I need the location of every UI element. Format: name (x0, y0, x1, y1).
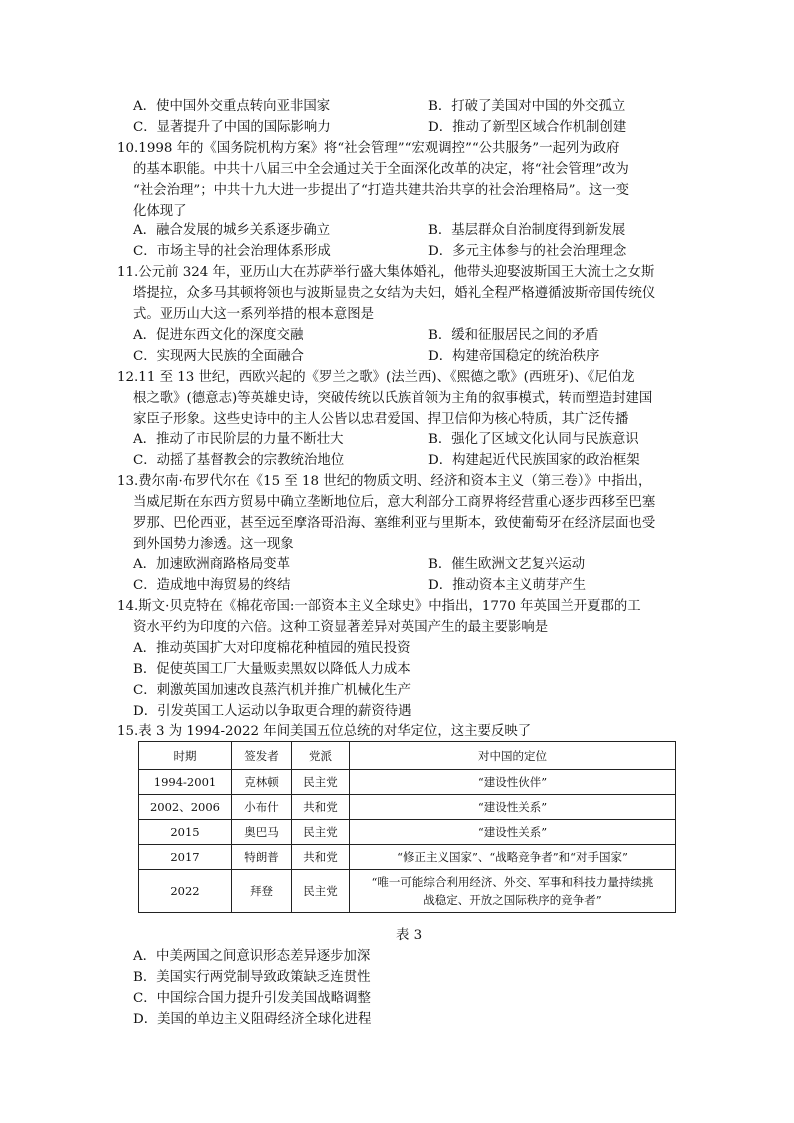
q13-option-d: D．推动资本主义萌芽产生 (428, 578, 587, 593)
q9-option-c: C．显著提升了中国的国际影响力 (133, 120, 331, 135)
table-header-cell: 签发者 (232, 742, 292, 770)
q15-stem: 15.表 3 为 1994-2022 年间美国五位总统的对华定位，这主要反映了 (117, 724, 532, 739)
q12-option-a: A．推动了市民阶层的力量不断壮大 (133, 432, 344, 447)
table-cell-line: “唯一可能综合利用经济、外交、军事和科技力量持续挑 (371, 875, 654, 889)
table-row (139, 795, 676, 820)
q11-option-b: B．缓和征服居民之间的矛盾 (428, 328, 599, 343)
table-cell: 特朗普 (232, 845, 292, 870)
q9-option-a: A．使中国外交重点转向亚非国家 (133, 99, 331, 114)
q10-option-b: B．基层群众自治制度得到新发展 (428, 223, 626, 238)
table-cell: “修正主义国家”、“战略竞争者”和“对手国家” (350, 845, 676, 870)
q14-stem-line: 资水平约为印度的六倍。这种工资显著差异对英国产生的最主要影响是 (133, 620, 549, 635)
table-cell: “建设性伙伴” (350, 770, 676, 795)
table-cell: 2002、2006 (139, 795, 232, 820)
q13-option-a: A．加速欧洲商路格局变革 (133, 557, 290, 572)
table-cell: 奥巴马 (232, 820, 292, 845)
q10-stem-line: “社会治理”；中共十九大进一步提出了“打造共建共治共享的社会治理格局”。这一变 (133, 183, 630, 198)
q14-option-d: D．引发英国工人运动以争取更合理的薪资待遇 (133, 704, 412, 719)
table-cell-line: 战稳定、开放之国际秩序的竞争者” (423, 893, 602, 907)
table-cell: 1994-2001 (139, 770, 232, 795)
q12-option-b: B．强化了区域文化认同与民族意识 (428, 432, 639, 447)
q15-option-d: D．美国的单边主义阻碍经济全球化进程 (133, 1012, 372, 1027)
table-row (139, 770, 676, 795)
q13-option-b: B．催生欧洲文艺复兴运动 (428, 557, 586, 572)
q12-stem-line: 根之歌》(德意志)等英雄史诗，突破传统以氏族首领为主角的叙事模式，转而塑造封建国 (133, 391, 653, 406)
q13-option-c: C．造成地中海贸易的终结 (133, 578, 291, 593)
table-cell: 民主党 (292, 770, 350, 795)
q11-option-d: D．构建帝国稳定的统治秩序 (428, 349, 600, 364)
q11-option-c: C．实现两大民族的全面融合 (133, 349, 304, 364)
table-cell: 共和党 (292, 845, 350, 870)
q10-stem-line: 10.1998 年的《国务院机构方案》将“社会管理”“宏观调控”“公共服务”一起列为政府 (117, 141, 620, 156)
q14-option-b: B．促使英国工厂大量贩卖黑奴以降低人力成本 (133, 662, 411, 677)
q15-option-c: C．中国综合国力提升引发美国战略调整 (133, 991, 371, 1006)
q10-option-a: A．融合发展的城乡关系逐步确立 (133, 223, 331, 238)
q14-option-a: A．推动英国扩大对印度棉花种植园的殖民投资 (133, 641, 411, 656)
q10-option-d: D．多元主体参与的社会治理理念 (428, 244, 627, 259)
table-cell (350, 870, 676, 913)
q11-stem-line: 塔提拉，众多马其顿将领也与波斯显贵之女结为夫妇，婚礼全程严格遵循波斯帝国传统仪 (133, 286, 656, 301)
table-header-cell: 党派 (292, 742, 350, 770)
table-cell: 小布什 (232, 795, 292, 820)
table-header-cell: 对中国的定位 (350, 742, 676, 770)
q12-option-c: C．动摇了基督教会的宗教统治地位 (133, 453, 345, 468)
table-caption: 表 3 (396, 928, 423, 943)
table-cell: “建设性关系” (350, 795, 676, 820)
table-header-cell: 时期 (139, 742, 232, 770)
q12-option-d: D．构建起近代民族国家的政治框架 (428, 453, 640, 468)
table-cell: 克林顿 (232, 770, 292, 795)
q9-option-d: D．推动了新型区域合作机制创建 (428, 120, 627, 135)
q11-stem-line: 式。亚历山大这一系列举措的根本意图是 (133, 307, 375, 322)
q12-stem-line: 12.11 至 13 世纪，西欧兴起的《罗兰之歌》(法兰西)、《熙德之歌》(西班牙)、《尼伯龙 (117, 370, 635, 385)
q10-stem-line: 的基本职能。中共十八届三中全会通过关于全面深化改革的决定，将“社会管理”改为 (133, 162, 629, 177)
q15-option-b: B．美国实行两党制导致政策缺乏连贯性 (133, 970, 371, 985)
table-cell: 共和党 (292, 795, 350, 820)
q11-option-a: A．促进东西文化的深度交融 (133, 328, 304, 343)
table-header-row (139, 742, 676, 770)
table-3 (138, 741, 676, 913)
table-cell: 2015 (139, 820, 232, 845)
q12-stem-line: 家臣子形象。这些史诗中的主人公皆以忠君爱国、捍卫信仰为核心特质，其广泛传播 (133, 412, 629, 427)
table-cell: “建设性关系” (350, 820, 676, 845)
q9-option-b: B．打破了美国对中国的外交孤立 (428, 99, 626, 114)
q15-option-a: A．中美两国之间意识形态差异逐步加深 (133, 949, 371, 964)
table-row (139, 870, 676, 913)
q13-stem-line: 到外国势力渗透。这一现象 (133, 537, 294, 552)
q11-stem-line: 11.公元前 324 年，亚历山大在苏萨举行盛大集体婚礼，他带头迎娶波斯国王大流士之女斯 (117, 265, 655, 280)
table-row (139, 820, 676, 845)
table-cell: 民主党 (292, 820, 350, 845)
table-cell: 民主党 (292, 870, 350, 913)
table-cell: 2022 (139, 870, 232, 913)
q10-stem-line: 化体现了 (133, 204, 187, 219)
table-cell: 2017 (139, 845, 232, 870)
q14-stem-line: 14.斯文·贝克特在《棉花帝国:一部资本主义全球史》中指出，1770 年英国兰开夏郡的工 (117, 599, 641, 614)
q10-option-c: C．市场主导的社会治理体系形成 (133, 244, 331, 259)
q14-option-c: C．刺激英国加速改良蒸汽机并推广机械化生产 (133, 683, 412, 698)
table-row (139, 845, 676, 870)
q13-stem-line: 13.费尔南·布罗代尔在《15 至 18 世纪的物质文明、经济和资本主义（第三卷）》中指出， (117, 474, 652, 489)
table-cell: 拜登 (232, 870, 292, 913)
q13-stem-line: 当威尼斯在东西方贸易中确立垄断地位后，意大利部分工商界将经营重心逐步西移至巴塞 (133, 495, 656, 510)
q13-stem-line: 罗那、巴伦西亚，甚至远至摩洛哥沿海、塞维利亚与里斯本，致使葡萄牙在经济层面也受 (133, 516, 656, 531)
